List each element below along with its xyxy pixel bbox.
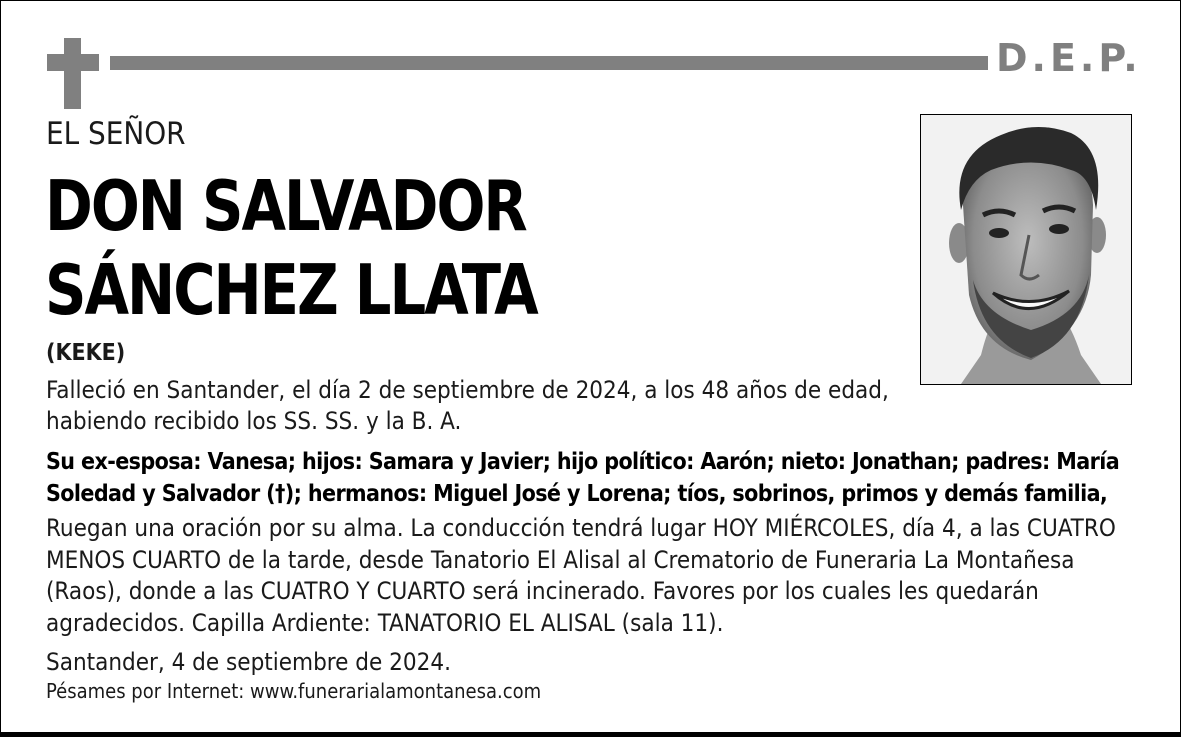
death-notice-line: Falleció en Santander, el día 2 de septiembre de 2024, a los 48 años de edad, — [46, 376, 889, 404]
family-list — [46, 446, 1146, 510]
cross-icon — [47, 38, 99, 109]
service-line: (Raos), donde a las CUATRO Y CUARTO será incinerado. Favores por los cuales les quedarán — [46, 577, 1039, 605]
dep-label: D.E.P. — [996, 36, 1142, 80]
name-line-1: DON SALVADOR — [45, 167, 526, 248]
death-notice-line: habiendo recibido los SS. SS. y la B. A. — [46, 407, 462, 435]
service-line: MENOS CUARTO de la tarde, desde Tanatorio El Alisal al Crematorio de Funeraria La Montañesa — [46, 545, 1075, 574]
notice-date: Santander, 4 de septiembre de 2024. — [46, 648, 451, 676]
service-line: agradecidos. Capilla Ardiente: TANATORIO EL ALISAL (sala 11). — [46, 608, 724, 637]
service-line: Ruegan una oración por su alma. La conducción tendrá lugar HOY MIÉRCOLES, día 4, a las CUATRO — [46, 514, 1116, 542]
death-notice — [46, 375, 926, 437]
nickname: (KEKE) — [46, 340, 126, 366]
name-line-2: SÁNCHEZ LLATA — [45, 251, 537, 332]
header-rule — [110, 56, 988, 70]
condolences-line: Pésames por Internet: www.funerarialamontanesa.com — [46, 679, 542, 703]
deceased-name — [45, 165, 537, 333]
bottom-rule — [0, 732, 1181, 737]
family-line: Soledad y Salvador (†); hermanos: Miguel José y Lorena; tíos, sobrinos, primos y demás familia, — [46, 481, 1108, 507]
portrait-photo — [920, 114, 1132, 385]
title-prefix: EL SEÑOR — [46, 116, 186, 152]
service-details — [46, 513, 1156, 639]
family-line: Su ex-esposa: Vanesa; hijos: Samara y Javier; hijo político: Aarón; nieto: Jonathan; padres: María — [46, 449, 1120, 475]
